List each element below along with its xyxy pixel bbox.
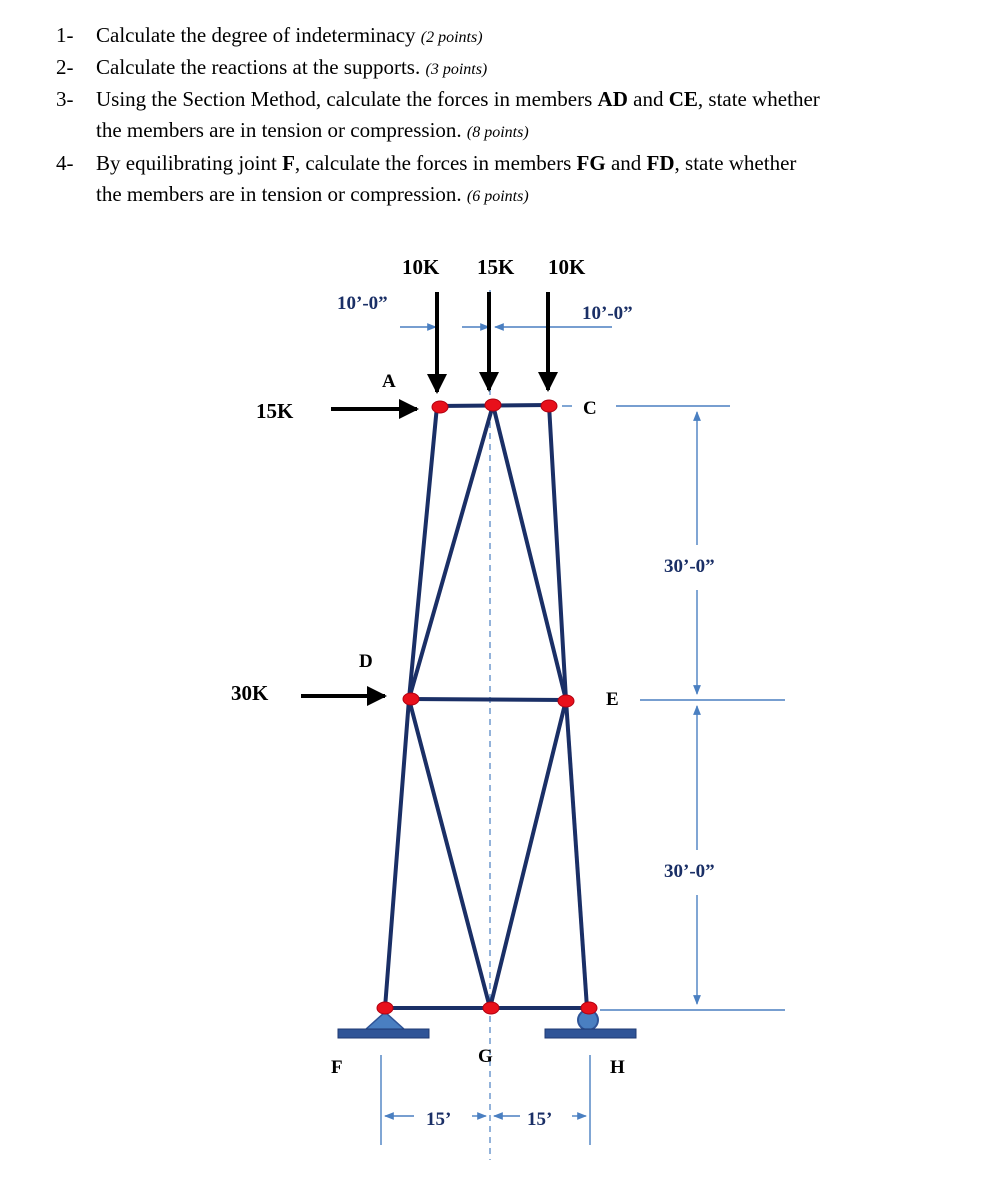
points-label: (2 points) bbox=[420, 29, 483, 46]
question-text: Using the Section Method, calculate the forces in members bbox=[96, 87, 593, 111]
dim-label-top-right: 10’-0” bbox=[582, 303, 633, 324]
question-text-mid: , calculate the forces in members bbox=[294, 151, 572, 175]
member-ce bbox=[549, 405, 566, 700]
question-text: Calculate the degree of indeterminacy bbox=[96, 23, 416, 47]
question-number: 2- bbox=[56, 55, 74, 79]
joint-d bbox=[403, 693, 419, 705]
points-label: (6 points) bbox=[466, 188, 529, 205]
node-label-c: C bbox=[583, 398, 597, 419]
member-de bbox=[409, 699, 566, 700]
question-number: 3- bbox=[56, 87, 74, 111]
joint-f: F bbox=[282, 151, 295, 175]
member-ad: AD bbox=[597, 87, 628, 111]
load-label-b: 15K bbox=[477, 255, 515, 279]
roller-support-base bbox=[545, 1029, 636, 1038]
node-label-d: D bbox=[359, 651, 373, 672]
joint-f bbox=[377, 1002, 393, 1014]
question-text: Calculate the reactions at the supports. bbox=[96, 55, 421, 79]
joint-b bbox=[485, 399, 501, 411]
member-ce: CE bbox=[668, 87, 698, 111]
points-label: (3 points) bbox=[425, 61, 488, 78]
conjunction: and bbox=[633, 87, 664, 111]
question-text-line2: the members are in tension or compression. bbox=[96, 182, 462, 206]
conjunction: and bbox=[610, 151, 642, 175]
joint-h bbox=[581, 1002, 597, 1014]
question-text-tail: , state whether bbox=[697, 87, 820, 111]
joint-g bbox=[483, 1002, 499, 1014]
load-label-c: 10K bbox=[548, 255, 586, 279]
member-eg bbox=[490, 700, 566, 1008]
dim-label-bottom-right: 15’ bbox=[527, 1109, 553, 1130]
load-label-a: 10K bbox=[402, 255, 440, 279]
dim-label-right-lower: 30’-0” bbox=[664, 861, 715, 882]
member-dg bbox=[409, 699, 490, 1008]
node-label-g: G bbox=[478, 1046, 493, 1067]
member-he bbox=[566, 700, 587, 1008]
member-fg: FG bbox=[576, 151, 606, 175]
question-text-tail: , state whether bbox=[674, 151, 797, 175]
node-label-a: A bbox=[382, 371, 396, 392]
load-label-15k: 15K bbox=[256, 399, 294, 423]
member-fd bbox=[385, 699, 409, 1008]
load-arrows bbox=[301, 292, 548, 696]
question-text-line2: the members are in tension or compression. bbox=[96, 118, 462, 142]
dim-label-top-left: 10’-0” bbox=[337, 293, 388, 314]
truss-members bbox=[385, 405, 587, 1008]
dim-label-bottom-left: 15’ bbox=[426, 1109, 452, 1130]
pin-support-base bbox=[338, 1029, 429, 1038]
node-label-e: E bbox=[606, 689, 619, 710]
member-fd: FD bbox=[646, 151, 675, 175]
points-label: (8 points) bbox=[466, 124, 529, 141]
question-text: By equilibrating joint bbox=[96, 151, 277, 175]
node-label-h: H bbox=[610, 1057, 625, 1078]
joint-e bbox=[558, 695, 574, 707]
question-number: 1- bbox=[56, 23, 74, 47]
member-be bbox=[493, 405, 566, 700]
joint-c bbox=[541, 400, 557, 412]
load-label-30k: 30K bbox=[231, 681, 269, 705]
dim-label-right-upper: 30’-0” bbox=[664, 556, 715, 577]
joint-a bbox=[432, 401, 448, 413]
node-label-f: F bbox=[331, 1057, 343, 1078]
question-number: 4- bbox=[56, 151, 74, 175]
pin-support-icon bbox=[365, 1012, 405, 1030]
